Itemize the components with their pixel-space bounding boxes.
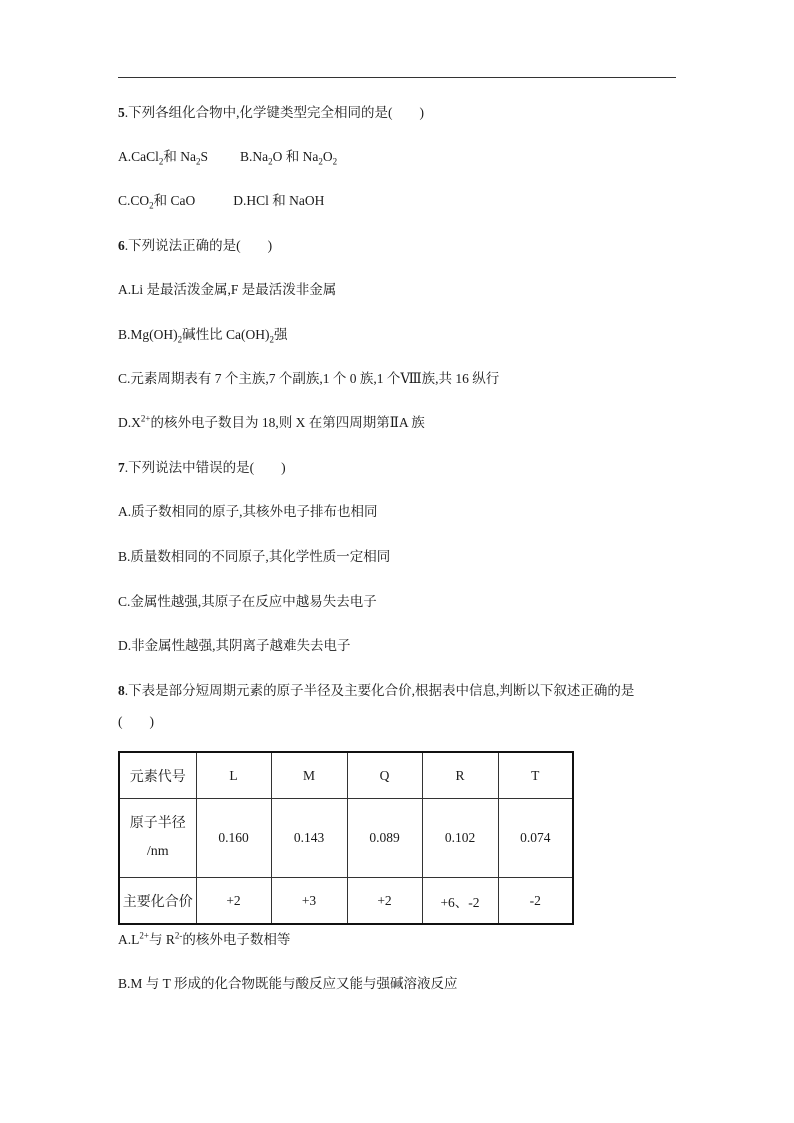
- table-cell: T: [498, 752, 573, 799]
- question-8-text: .下表是部分短周期元素的原子半径及主要化合价,根据表中信息,判断以下叙述正确的是: [124, 683, 635, 698]
- question-6-stem: [118, 237, 272, 255]
- table-cell: 0.089: [347, 799, 422, 878]
- table-cell: 0.074: [498, 799, 573, 878]
- question-6-text: .下列说法正确的是( ): [124, 238, 273, 253]
- option-6d: $D.X^{2+}$的核外电子数目为 18,则 X 在第四周期第ⅡA 族: [118, 413, 425, 430]
- question-7-text: .下列说法中错误的是( ): [124, 460, 286, 475]
- question-5-number: 5: [118, 105, 125, 120]
- table-cell: +2: [196, 878, 271, 925]
- question-7-number: 7: [118, 460, 125, 475]
- table-cell: M: [271, 752, 347, 799]
- question-8-number: 8: [118, 683, 125, 698]
- table-cell: 0.160: [196, 799, 271, 878]
- table-row-valence: [119, 878, 573, 925]
- question-5-options-cd: [118, 192, 324, 210]
- table-header-row: [119, 752, 573, 799]
- question-8-blank: ( ): [118, 714, 154, 729]
- question-6-number: 6: [118, 238, 125, 253]
- option-7b: B.质量数相同的不同原子,其化学性质一定相同: [118, 549, 391, 564]
- header-rule: [118, 77, 676, 78]
- table-cell: +3: [271, 878, 347, 925]
- table-row-label: 原子半径 /nm: [119, 799, 196, 878]
- option-5a: A.CaCl$_2$和 $Na_2S$: [118, 149, 209, 167]
- table-cell: R: [422, 752, 498, 799]
- option-6a: A.Li 是最活泼金属,F 是最活泼非金属: [118, 282, 337, 297]
- table-cell: L: [196, 752, 271, 799]
- question-5-options-ab: [118, 148, 337, 166]
- table-cell: 0.102: [422, 799, 498, 878]
- table-cell: 0.143: [271, 799, 347, 878]
- table-cell: Q: [347, 752, 422, 799]
- table-cell: 元素代号: [119, 752, 196, 799]
- option-7a: A.质子数相同的原子,其核外电子排布也相同: [118, 504, 378, 519]
- option-5c: $C.CO_2$和 CaO: [118, 193, 196, 211]
- option-8a: $A.L^{2+}$与 $R^{2-}$的核外电子数相等: [118, 930, 291, 947]
- option-7d: D.非金属性越强,其阴离子越难失去电子: [118, 638, 351, 653]
- option-6c: C.元素周期表有 7 个主族,7 个副族,1 个 0 族,1 个Ⅷ族,共 16 纵行: [118, 371, 500, 386]
- question-7-stem: [118, 459, 286, 477]
- element-table: [118, 751, 574, 925]
- table-row-radius: [119, 799, 573, 878]
- table-cell: +6、-2: [422, 878, 498, 925]
- option-7c: C.金属性越强,其原子在反应中越易失去电子: [118, 594, 377, 609]
- question-5-stem: [118, 104, 424, 122]
- question-8-stem: [118, 682, 634, 700]
- option-5b: $B.Na_2O$ 和 $Na_2O_2$: [240, 149, 338, 167]
- option-5d: D.HCl 和 NaOH: [233, 193, 325, 208]
- table-cell: -2: [498, 878, 573, 925]
- option-8b: B.M 与 T 形成的化合物既能与酸反应又能与强碱溶液反应: [118, 976, 458, 991]
- question-5-text: .下列各组化合物中,化学键类型完全相同的是( ): [124, 105, 424, 120]
- option-6b: $B.Mg(OH)_2$碱性比 $Ca(OH)_2$强: [118, 327, 288, 345]
- table-row-label: 主要化合价: [119, 878, 196, 925]
- table-cell: +2: [347, 878, 422, 925]
